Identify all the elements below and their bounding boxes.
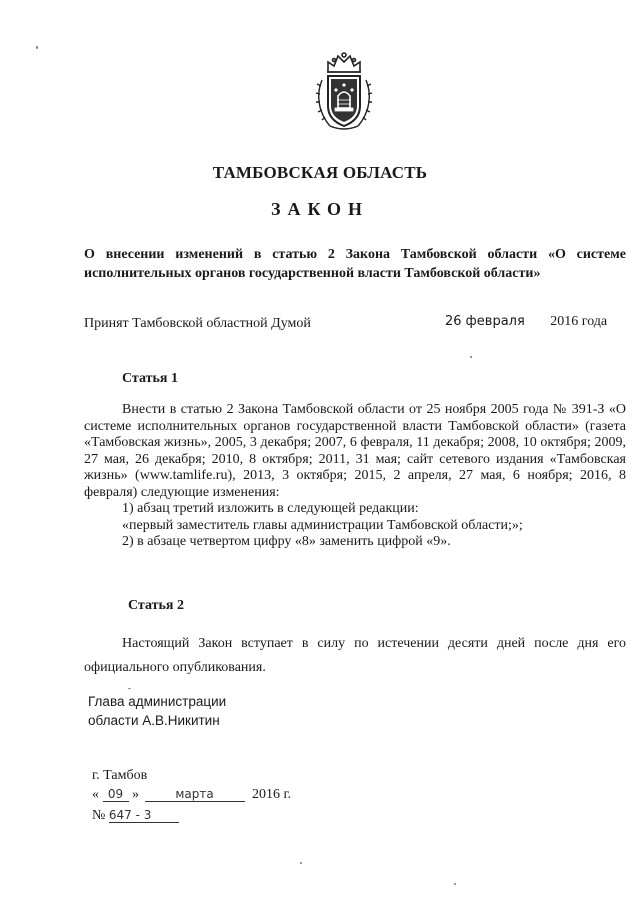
coat-of-arms-icon (314, 50, 374, 134)
scan-speck (128, 688, 131, 689)
adoption-date (445, 314, 607, 330)
signing-day: 09 (103, 787, 129, 802)
article-1-paragraph: Внести в статью 2 Закона Тамбовской области от 25 ноября 2005 года № 391-З «О системе исполнительных органов государственной власти Тамбовской области» (газета «Тамбовская жизнь», 2005, 3 декабря; 2007, 6 февраля, 11 декабря; 2008, 10 октября; 2009, 27 мая, 26 декабря; 2010, 8 октября; 2011, 31 мая; сайт сетевого издания «Тамбовская жизнь» (www.tamlife.ru), 2013, 3 октября; 2015, 2 апреля, 27 мая, 6 ноября; 2016, 8 февраля) следующие изменения: (84, 402, 626, 500)
adoption-date-year: 2016 года (550, 314, 608, 329)
signature-block (88, 692, 226, 730)
number-value: 647 - 3 (109, 808, 179, 823)
article-1-heading: Статья 1 (122, 371, 178, 386)
quote-close: » (132, 787, 139, 802)
adoption-date-day-month: 26 февраля (445, 314, 525, 329)
article-2-heading: Статья 2 (128, 598, 184, 613)
scan-speck (454, 883, 456, 885)
article-2-body (84, 632, 626, 680)
law-title (84, 245, 626, 283)
document-type: ЗАКОН (270, 199, 370, 219)
article-1-item-1-text: «первый заместитель главы администрации Тамбовской области;»; (122, 517, 523, 533)
region-name: ТАМБОВСКАЯ ОБЛАСТЬ (212, 163, 428, 182)
signing-date (92, 787, 291, 803)
scan-speck (470, 356, 472, 358)
number-prefix: № (92, 808, 106, 823)
article-1-item-1: 1) абзац третий изложить в следующей редакции: (122, 501, 419, 516)
city: г. Тамбов (92, 768, 148, 783)
signature-line-2: области А.В.Никитин (88, 713, 220, 728)
article-2-paragraph: Настоящий Закон вступает в силу по истечении десяти дней после дня его официального опубликования. (84, 636, 626, 675)
article-1-item-2: 2) в абзаце четвертом цифру «8» заменить цифрой «9». (122, 534, 451, 549)
law-title-line-2: исполнительных органов государственной власти Тамбовской области» (84, 266, 541, 281)
signing-year: 2016 г. (252, 787, 292, 802)
signature-line-1: Глава администрации (88, 694, 227, 709)
law-title-line-1: О внесении изменений в статью 2 Закона Тамбовской области «О системе (84, 247, 626, 262)
law-number (92, 808, 179, 824)
signing-month: марта (145, 787, 245, 802)
article-1-body (84, 402, 626, 551)
scan-speck (36, 46, 38, 49)
scan-speck (300, 862, 302, 864)
quote-open: « (92, 787, 99, 802)
adopted-by: Принят Тамбовской областной Думой (84, 316, 311, 331)
